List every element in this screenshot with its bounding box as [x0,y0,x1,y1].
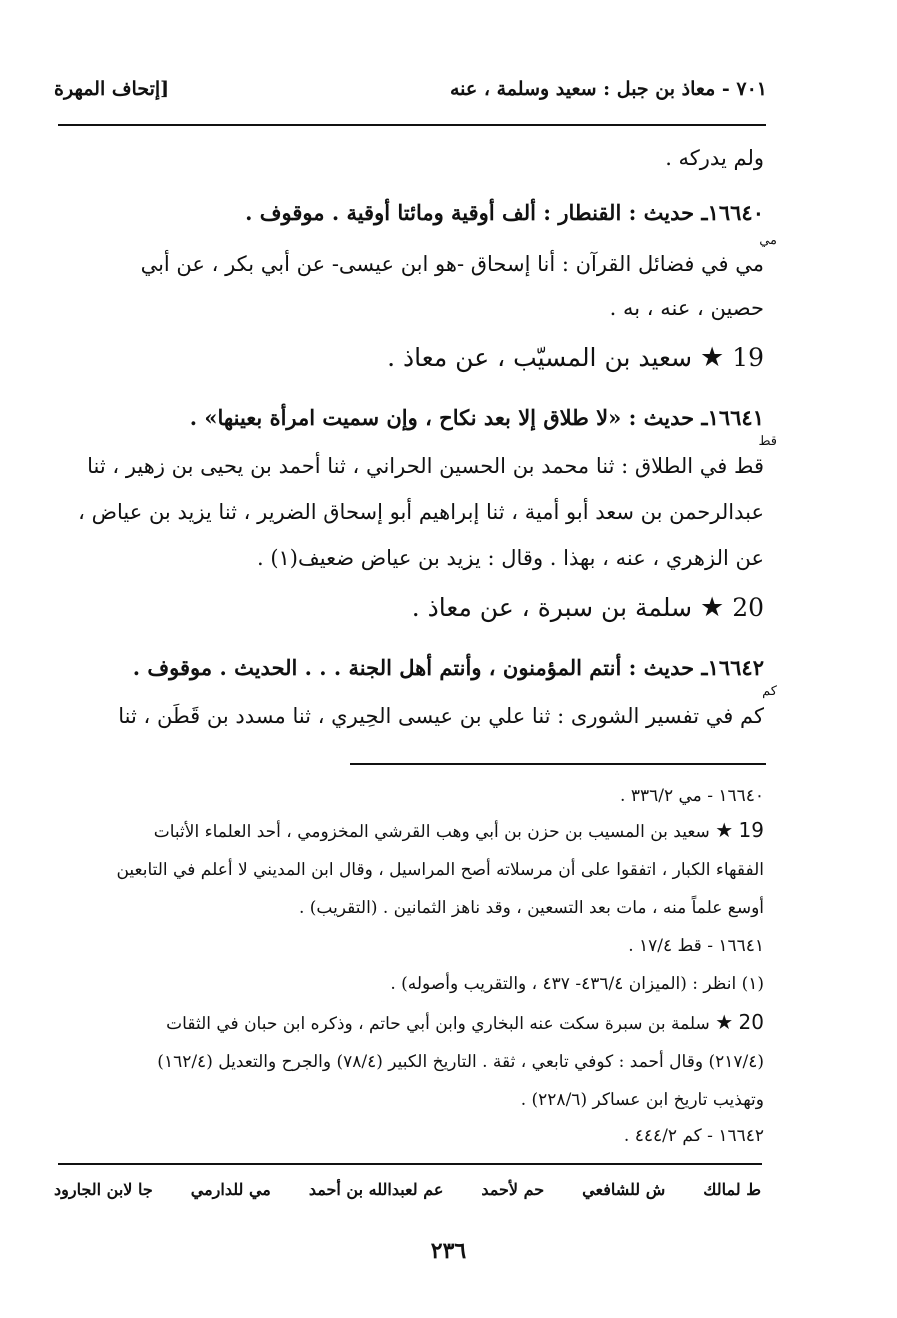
narrator-heading-20 [412,592,764,623]
footnote-line: ١٦٦٤٢ - كم ٤٤٤/٢ . [623,1126,764,1146]
running-header-right: ٧٠١ - معاذ بن جبل : سعيد وسلمة ، عنه [449,78,767,100]
body-line: ولم يدركه . [665,146,764,170]
footnote-line: 19 ★ سعيد بن المسيب بن حزن بن أبي وهب القرشي المخزومي ، أحد العلماء الأثبات [153,818,764,842]
narrator-number: 19 [732,343,764,372]
narrator-name: سلمة بن سبرة ، عن معاذ . [411,593,693,622]
footnote-line: ١٦٦٤٠ - مي ٣٣٦/٢ . [620,786,764,806]
body-line: كم في تفسير الشورى : ثنا علي بن عيسى الحِيري ، ثنا مسدد بن قَطَن ، ثنا [118,704,764,728]
footnote-number: 20 [738,1010,764,1034]
body-line: قط في الطلاق : ثنا محمد بن الحسين الحراني ، ثنا أحمد بن يحيى بن زهير ، ثنا [87,454,764,478]
star-icon: ★ [700,342,725,373]
narrator-heading-19 [387,342,764,373]
star-icon: ★ [700,592,725,623]
footnote-rule [350,763,766,765]
narrator-name: سعيد بن المسيّب ، عن معاذ . [387,343,693,372]
abbreviation: عم لعبدالله بن أحمد [308,1180,444,1199]
footnote-line: وتهذيب تاريخ ابن عساكر (٢٢٨/٦) . [520,1090,764,1110]
footnote-line: الفقهاء الكبار ، اتفقوا على أن مرسلاته أصح المراسيل ، وقال ابن المديني لا أعلم في التابعين [116,860,764,880]
page-number: ٢٣٦ [430,1238,467,1264]
source-siglum: مي [759,233,777,248]
star-icon: ★ [715,818,734,842]
footnote-line: ١٦٦٤١ - قط ١٧/٤ . [628,936,764,956]
source-siglum: قط [758,434,777,449]
abbreviation: جا لابن الجارود [54,1180,153,1199]
abbreviations-key [54,1180,761,1199]
star-icon: ★ [715,1010,734,1034]
footnote-line: 20 ★ سلمة بن سبرة سكت عنه البخاري وابن أبي حاتم ، وذكره ابن حبان في الثقات [166,1010,764,1034]
running-header-left: [إتحاف المهرة [54,78,170,100]
body-line: حصين ، عنه ، به . [609,296,764,320]
narrator-number: 20 [732,593,764,622]
header-rule [58,124,766,126]
footnote-line: أوسع علماً منه ، مات بعد التسعين ، وقد ناهز الثمانين . (التقريب) . [298,898,764,918]
abbreviation: مي للدارمي [190,1180,271,1199]
hadith-heading-16641: ١٦٦٤١ـ حديث : «لا طلاق إلا بعد نكاح ، وإن سميت امرأة بعينها» . [189,405,764,430]
body-line: عبدالرحمن بن سعد أبو أمية ، ثنا إبراهيم أبو إسحاق الضرير ، ثنا يزيد بن عياض ، [78,500,764,524]
footnote-line: (٢١٧/٤) وقال أحمد : كوفي تابعي ، ثقة . التاريخ الكبير (٧٨/٤) والجرح والتعديل (١٦٢/٤) [157,1052,764,1072]
hadith-heading-16642: ١٦٦٤٢ـ حديث : أنتم المؤمنون ، وأنتم أهل الجنة . . . الحديث . موقوف . [132,655,764,680]
abbreviation: ش للشافعي [582,1180,666,1199]
body-line: عن الزهري ، عنه ، بهذا . وقال : يزيد بن عياض ضعيف(١) . [256,546,764,570]
hadith-heading-16640: ١٦٦٤٠ـ حديث : القنطار : ألف أوقية ومائتا أوقية . موقوف . [245,200,764,225]
body-line: مي في فضائل القرآن : أنا إسحاق -هو ابن عيسى- عن أبي بكر ، عن أبي [140,252,764,276]
abbreviations-rule [58,1163,762,1165]
source-siglum: كم [762,684,777,699]
footnote-line: (١) انظر : (الميزان ٤٣٦/٤- ٤٣٧ ، والتقريب وأصوله) . [390,974,764,994]
abbreviation: ط لمالك [703,1180,761,1199]
footnote-number: 19 [738,818,764,842]
abbreviation: حم لأحمد [481,1180,545,1199]
